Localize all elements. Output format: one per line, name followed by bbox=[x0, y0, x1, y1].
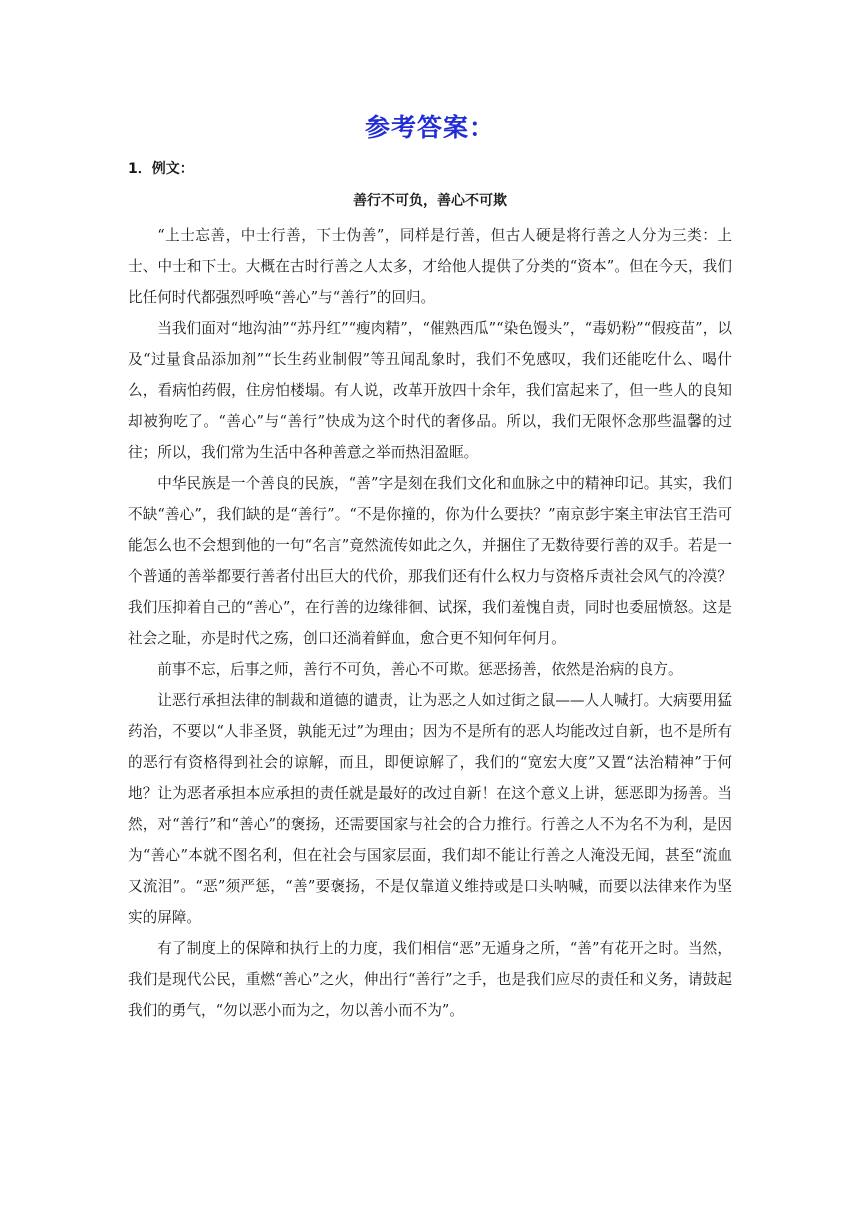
answer-heading: 参考答案： bbox=[364, 113, 495, 142]
essay-body bbox=[128, 220, 732, 1026]
essay-paragraph: “上士忘善，中士行善，下士伪善”，同样是行善，但古人硬是将行善之人分为三类：上士、中士和下士。大概在古时行善之人太多，才给他人提供了分类的“资本”。但在今天，我们比任何时代都强烈呼唤“善心”与“善行”的回归。 bbox=[128, 227, 732, 306]
essay-paragraph: 让恶行承担法律的制裁和道德的谴责，让为恶之人如过街之鼠——人人喊打。大病要用猛药治，不要以“人非圣贤，孰能无过”为理由；因为不是所有的恶人均能改过自新，也不是所有的恶行有资格得到社会的谅解，而且，即便谅解了，我们的“宽宏大度”又置“法治精神”于何地？让为恶者承担本应承担的责任就是最好的改过自新！在这个意义上讲，惩恶即为扬善。当然，对“善行”和“善心”的褒扬，还需要国家与社会的合力推行。行善之人不为名不为利，是因为“善心”本就不图名利，但在社会与国家层面，我们却不能让行善之人淹没无闻，甚至“流血又流泪”。“恶”须严惩，“善”要褒扬，不是仅靠道义维持或是口头呐喊，而要以法律来作为坚实的屏障。 bbox=[128, 692, 732, 926]
essay-title: 善行不可负，善心不可欺 bbox=[353, 193, 507, 209]
question-label: 1．例文： bbox=[128, 161, 194, 177]
essay-paragraph: 前事不忘，后事之师，善行不可负，善心不可欺。惩恶扬善，依然是治病的良方。 bbox=[157, 661, 683, 678]
essay-paragraph: 有了制度上的保障和执行上的力度，我们相信“恶”无遁身之所，“善”有花开之时。当然，我们是现代公民，重燃“善心”之火，伸出行“善行”之手，也是我们应尽的责任和义务，请鼓起我们的勇气，“勿以恶小而为之，勿以善小而不为”。 bbox=[128, 940, 732, 1019]
essay-paragraph: 中华民族是一个善良的民族，“善”字是刻在我们文化和血脉之中的精神印记。其实，我们不缺“善心”，我们缺的是“善行”。“不是你撞的，你为什么要扶？”南京彭宇案主审法官王浩可能怎么也不会想到他的一句“名言”竟然流传如此之久，并捆住了无数待要行善的双手。若是一个普通的善举都要行善者付出巨大的代价，那我们还有什么权力与资格斥责社会风气的冷漠？我们压抑着自己的“善心”，在行善的边缘徘徊、试探，我们羞愧自责，同时也委屈愤怒。这是社会之耻，亦是时代之殇，创口还淌着鲜血，愈合更不知何年何月。 bbox=[128, 475, 732, 647]
essay-paragraph: 当我们面对“地沟油”“苏丹红”“瘦肉精”，“催熟西瓜”“染色馒头”，“毒奶粉”“假疫苗”，以及“过量食品添加剂”“长生药业制假”等丑闻乱象时，我们不免感叹，我们还能吃什么、喝什么，看病怕药假，住房怕楼塌。有人说，改革开放四十余年，我们富起来了，但一些人的良知却被狗吃了。“善心”与“善行”快成为这个时代的奢侈品。所以，我们无限怀念那些温馨的过往；所以，我们常为生活中各种善意之举而热泪盈眶。 bbox=[128, 320, 732, 461]
